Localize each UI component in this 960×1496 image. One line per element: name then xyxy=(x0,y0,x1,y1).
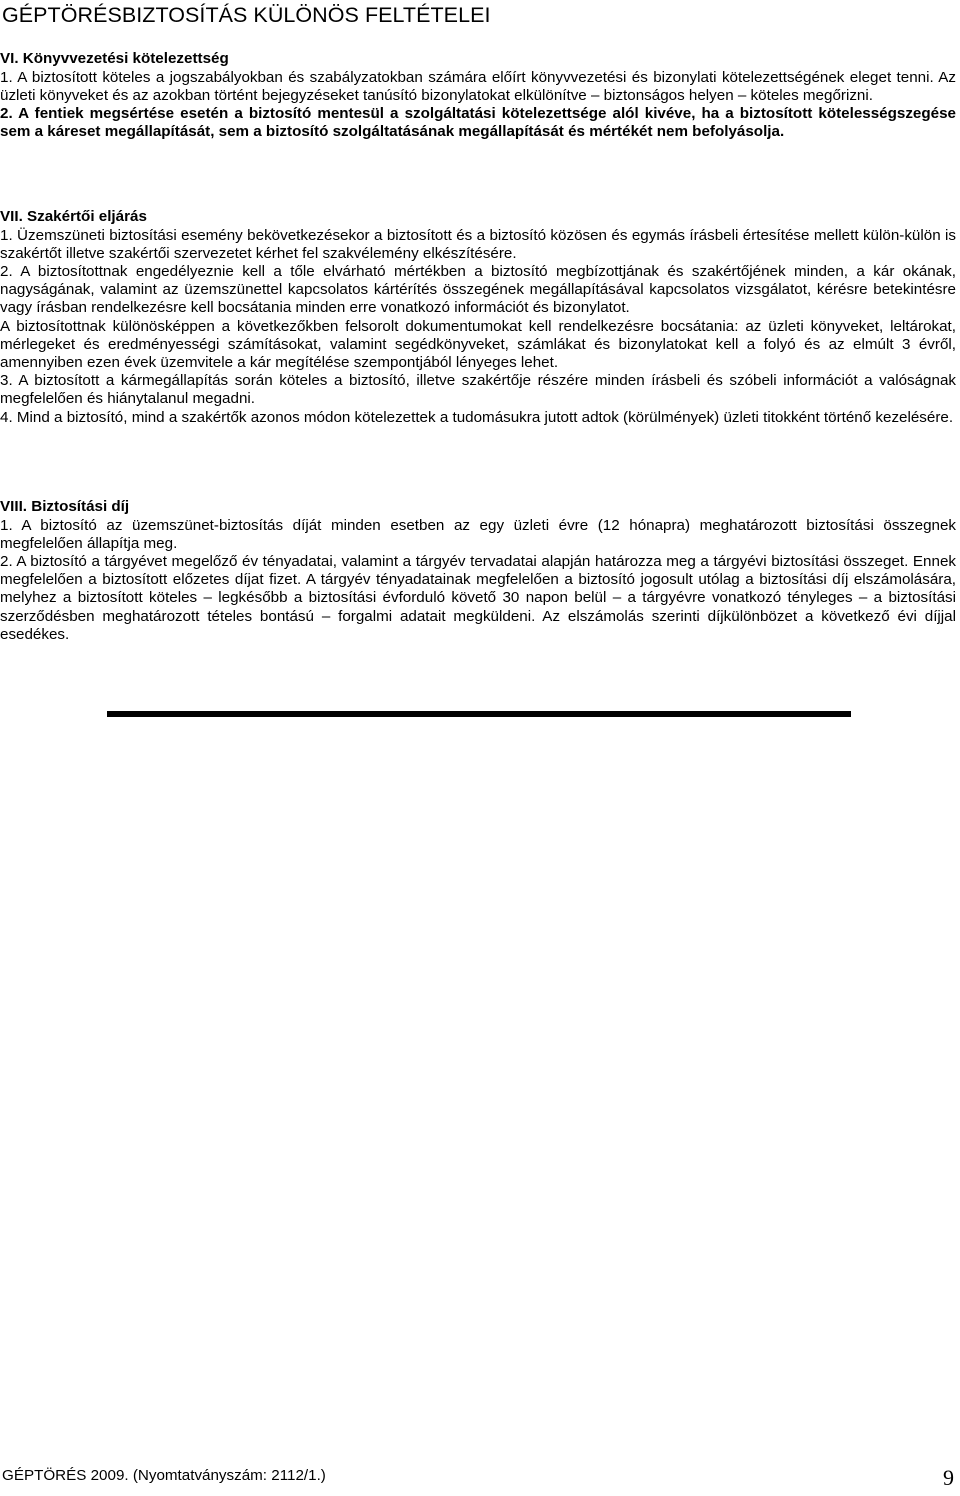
paragraph-vii-4: 4. Mind a biztosító, mind a szakértők azonos módon kötelezettek a tudomásukra jutott adtok (körülmények) üzleti titokként történő kezelésére. xyxy=(0,408,954,426)
paragraph-vii-3: 3. A biztosított a kármegállapítás során köteles a biztosító, illetve szakértője részére minden írásbeli és szóbeli információt a valóságnak megfelelően és hiánytalanul megadni. xyxy=(0,372,956,408)
section-heading-vii: VII. Szakértői eljárás xyxy=(0,208,147,225)
paragraph-vi-2: 2. A fentiek megsértése esetén a biztosító mentesül a szolgáltatási kötelezettsége alól kivéve, ha a biztosított kötelességszegése sem a káreset megállapítását, sem a biztosító szolgáltatásának megállapítását és mértékét nem befolyásolja. xyxy=(0,104,956,141)
paragraph-vii-1: 1. Üzemszüneti biztosítási esemény bekövetkezésekor a biztosított és a biztosító közösen és egymás írásbeli értesítése mellett külön-külön is szakértőt illetve szakértői szervezetet kérhet fel szakvélemény elkészítésére. xyxy=(0,226,956,262)
paragraph-vii-2b: A biztosítottnak különösképpen a következőkben felsorolt dokumentumokat kell rendelkezésre bocsátania: az üzleti könyveket, leltárokat, mérlegeket és eredményességi számításokat, valamint segédkönyveket, számlákat és bizonylatokat kell a folyó és az elmúlt 3 évről, amennyiben ezen évek üzemvitele a kár megítélése szempontjából lényeges lehet. xyxy=(0,317,956,371)
paragraph-vii-2: 2. A biztosítottnak engedélyeznie kell a tőle elvárható mértékben a biztosító megbízottjának és szakértőjének minden, a kár okának, nagyságának, valamint az üzemszünettel kapcsolatos kártérítés összegének megállapításával kapcsolatos vizsgálatot, kérésre betekintésre vagy írásban rendelkezésre kell bocsátania minden erre vonatkozó információt és bizonylatot. xyxy=(0,262,956,317)
section-viii xyxy=(0,498,956,644)
section-heading-viii: VIII. Biztosítási díj xyxy=(0,498,130,515)
paragraph-viii-1: 1. A biztosító az üzemszünet-biztosítás díját minden esetben az egy üzleti évre (12 hónapra) meghatározott biztosítási összegnek megfelelően állapítja meg. xyxy=(0,516,956,552)
section-vii xyxy=(0,208,956,427)
footer-form-number: GÉPTÖRÉS 2009. (Nyomtatványszám: 2112/1.) xyxy=(2,1467,326,1484)
section-heading-vi: VI. Könyvvezetési kötelezettség xyxy=(0,50,229,67)
page-number: 9 xyxy=(943,1465,954,1490)
horizontal-rule xyxy=(107,711,851,717)
section-vi xyxy=(0,50,956,141)
paragraph-viii-2: 2. A biztosító a tárgyévet megelőző év tényadatai, valamint a tárgyév tervadatai alapján határozza meg a tárgyévi biztosítási összeget. Ennek megfelelően a biztosított előzetes díjat fizet. A tárgyév tényadatainak megfelelően a biztosító jogosult utólag a biztosítási díj elszámolására, melyhez a biztosított köteles – legkésőbb a biztosítási évforduló követő 30 napon belül – a tárgyévre vonatkozó tényleges – a biztosítási szerződésben meghatározott tételes bontású – forgalmi adatait megküldeni. Az elszámolás szerinti díjkülönbözet a következő évi díjjal esedékes. xyxy=(0,552,956,643)
document-title: GÉPTÖRÉSBIZTOSÍTÁS KÜLÖNÖS FELTÉTELEI xyxy=(2,3,491,27)
paragraph-vi-1: 1. A biztosított köteles a jogszabályokban és szabályzatokban számára előírt könyvvezetési és bizonylati kötelezettségének eleget tenni. Az üzleti könyveket és az azokban történt bejegyzéseket tanúsító bizonylatokat elkülönítve – biztonságos helyen – köteles megőrizni. xyxy=(0,68,956,104)
